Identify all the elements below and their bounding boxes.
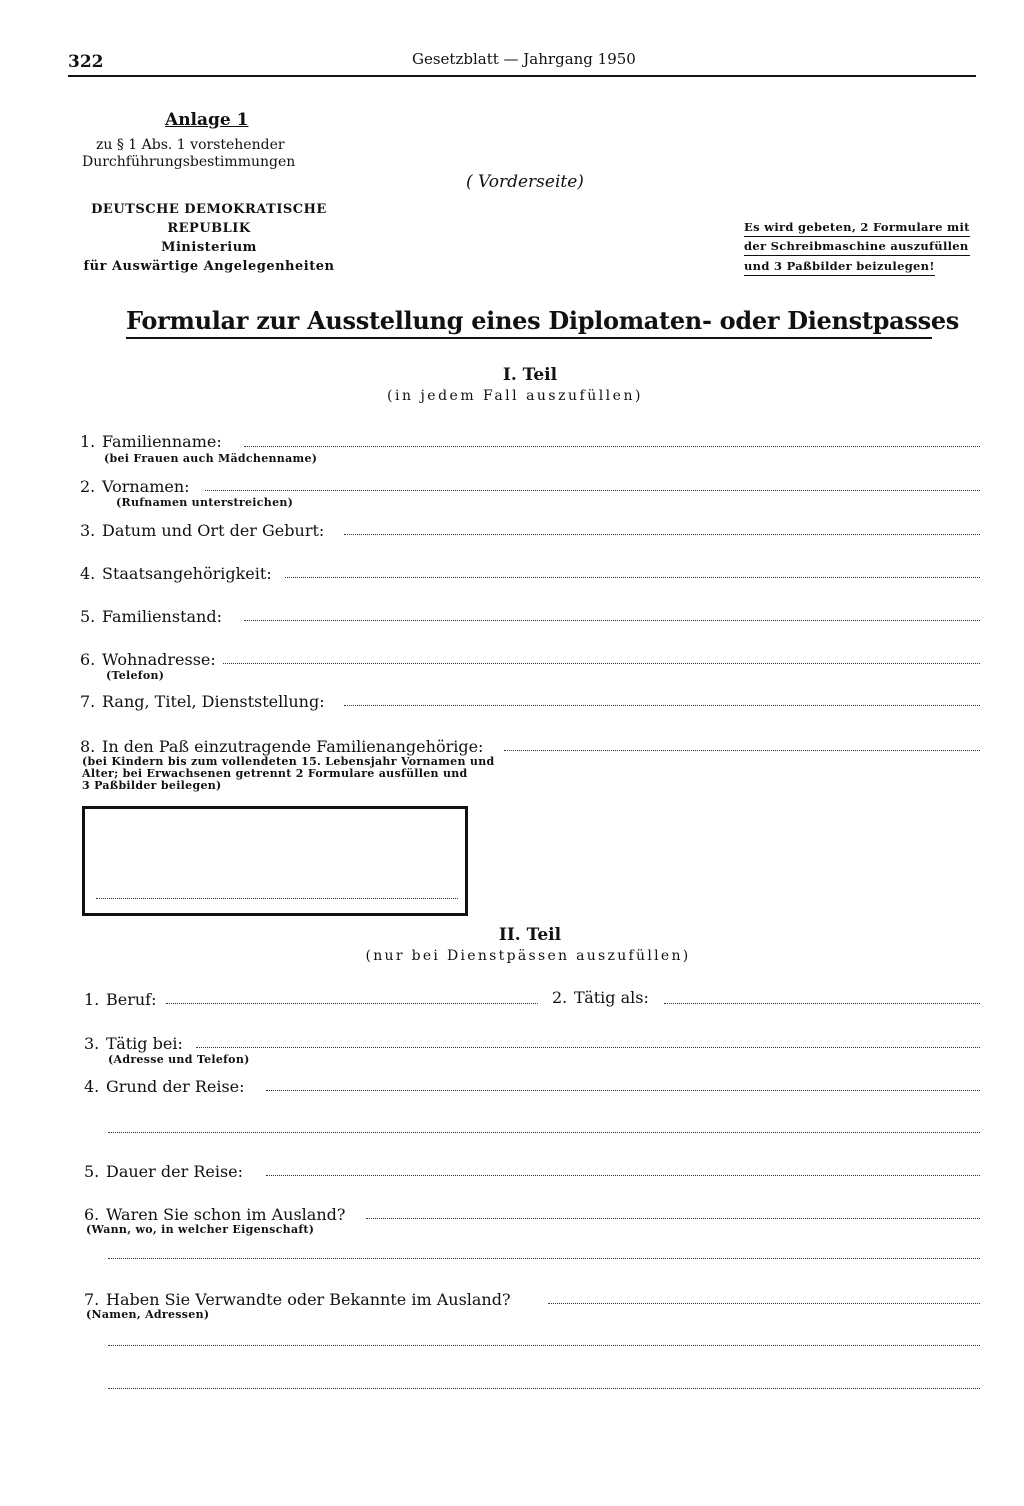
field-label: Tätig als:	[574, 988, 649, 1007]
field-rang-label	[80, 692, 325, 711]
grund-input-line[interactable]	[266, 1090, 980, 1091]
taetig-bei-input-line[interactable]	[196, 1047, 980, 1048]
field-number: 4.	[84, 1077, 100, 1096]
issuer-line-2: REPUBLIK	[167, 221, 251, 236]
field-number: 2.	[80, 477, 96, 496]
field-taetig-bei-label	[84, 1034, 183, 1053]
field-label: Waren Sie schon im Ausland?	[106, 1205, 346, 1224]
annex-title: Anlage 1	[165, 110, 249, 130]
issuer-line-3: Ministerium	[161, 240, 257, 255]
familienname-input-line[interactable]	[244, 446, 980, 447]
field-number: 7.	[84, 1290, 100, 1309]
side-label: ( Vorderseite)	[466, 172, 584, 192]
taetig-als-input-line[interactable]	[664, 1003, 980, 1004]
field-label: Haben Sie Verwandte oder Bekannte im Ausland?	[106, 1290, 511, 1309]
field-verwandte-label	[84, 1290, 511, 1309]
familienname-hint: (bei Frauen auch Mädchenname)	[104, 452, 318, 465]
vornamen-input-line[interactable]	[205, 490, 980, 491]
part1-heading: I. Teil	[502, 365, 558, 385]
issuer-block	[74, 200, 344, 276]
header-rule	[68, 75, 976, 77]
field-number: 6.	[80, 650, 96, 669]
field-label: Beruf:	[106, 990, 157, 1009]
field-number: 1.	[80, 432, 96, 451]
page-number: 322	[68, 52, 104, 72]
field-ausland-label	[84, 1205, 345, 1224]
familienangehoerige-input-line[interactable]	[504, 750, 980, 751]
wohnadresse-hint: (Telefon)	[106, 669, 165, 682]
familienstand-input-line[interactable]	[244, 620, 980, 621]
field-number: 8.	[80, 737, 96, 756]
field-dauer-label	[84, 1162, 243, 1181]
annex-line-2: Durchführungsbestimmungen	[82, 154, 296, 170]
ausland-hint: (Wann, wo, in welcher Eigenschaft)	[86, 1223, 315, 1236]
field-label: Staatsangehörigkeit:	[102, 564, 272, 583]
field-number: 7.	[80, 692, 96, 711]
field-familienstand-label	[80, 607, 222, 626]
geburt-input-line[interactable]	[344, 534, 980, 535]
field-label: Datum und Ort der Geburt:	[102, 521, 325, 540]
beruf-input-line[interactable]	[166, 1003, 538, 1004]
field-label: Wohnadresse:	[102, 650, 216, 669]
verwandte-hint: (Namen, Adressen)	[86, 1308, 210, 1321]
verwandte-input-line[interactable]	[548, 1303, 980, 1304]
field-vornamen-label	[80, 477, 190, 496]
wohnadresse-input-line[interactable]	[223, 663, 980, 664]
notice-line-1: Es wird gebeten, 2 Formulare mit	[744, 218, 970, 237]
part2-heading: II. Teil	[498, 925, 562, 945]
field-number: 3.	[80, 521, 96, 540]
familienangehoerige-hint-1: (bei Kindern bis zum vollendeten 15. Lebensjahr Vornamen und	[82, 755, 495, 768]
field-grund-label	[84, 1077, 245, 1096]
grund-input-line-2[interactable]	[108, 1132, 980, 1133]
staatsangehoerigkeit-input-line[interactable]	[285, 577, 980, 578]
field-label: Familienname:	[102, 432, 222, 451]
vornamen-hint: (Rufnamen unterstreichen)	[116, 496, 294, 509]
family-members-box-line[interactable]	[96, 898, 458, 899]
field-number: 6.	[84, 1205, 100, 1224]
field-label: Dauer der Reise:	[106, 1162, 244, 1181]
part1-note: (in jedem Fall auszufüllen)	[387, 388, 643, 404]
notice-line-3: und 3 Paßbilder beizulegen!	[744, 257, 935, 276]
part2-note: (nur bei Dienstpässen auszufüllen)	[365, 948, 691, 964]
annex-line-1: zu § 1 Abs. 1 vorstehender	[96, 137, 285, 153]
running-title: Gesetzblatt — Jahrgang 1950	[412, 50, 636, 68]
field-taetig-als-label	[552, 988, 649, 1007]
familienangehoerige-hint-2: Alter; bei Erwachsenen getrennt 2 Formulare ausfüllen und	[82, 767, 468, 780]
field-number: 1.	[84, 990, 100, 1009]
field-label: Tätig bei:	[106, 1034, 183, 1053]
issuer-line-1: DEUTSCHE DEMOKRATISCHE	[91, 202, 327, 217]
field-number: 5.	[80, 607, 96, 626]
field-familienname-label	[80, 432, 222, 451]
form-title: Formular zur Ausstellung eines Diplomaten- oder Dienstpasses	[126, 306, 932, 339]
field-number: 5.	[84, 1162, 100, 1181]
field-staatsangehoerigkeit-label	[80, 564, 272, 583]
field-label: Rang, Titel, Dienststellung:	[102, 692, 325, 711]
familienangehoerige-hint-3: 3 Paßbilder beilegen)	[82, 779, 222, 792]
ausland-input-line-2[interactable]	[108, 1258, 980, 1259]
notice-line-2: der Schreibmaschine auszufüllen	[744, 237, 970, 256]
dauer-input-line[interactable]	[266, 1175, 980, 1176]
field-wohnadresse-label	[80, 650, 216, 669]
field-familienangehoerige-label	[80, 737, 483, 756]
field-beruf-label	[84, 990, 157, 1009]
field-label: Familienstand:	[102, 607, 222, 626]
field-label: Vornamen:	[102, 477, 190, 496]
field-number: 4.	[80, 564, 96, 583]
field-geburt-label	[80, 521, 324, 540]
notice-block	[744, 218, 970, 276]
family-members-box[interactable]	[82, 806, 468, 916]
verwandte-input-line-3[interactable]	[108, 1388, 980, 1389]
field-number: 3.	[84, 1034, 100, 1053]
rang-input-line[interactable]	[344, 705, 980, 706]
issuer-line-4: für Auswärtige Angelegenheiten	[83, 259, 335, 274]
field-label: In den Paß einzutragende Familienangehörige:	[102, 737, 484, 756]
ausland-input-line[interactable]	[366, 1218, 980, 1219]
taetig-bei-hint: (Adresse und Telefon)	[108, 1053, 250, 1066]
field-number: 2.	[552, 988, 568, 1007]
verwandte-input-line-2[interactable]	[108, 1345, 980, 1346]
field-label: Grund der Reise:	[106, 1077, 245, 1096]
